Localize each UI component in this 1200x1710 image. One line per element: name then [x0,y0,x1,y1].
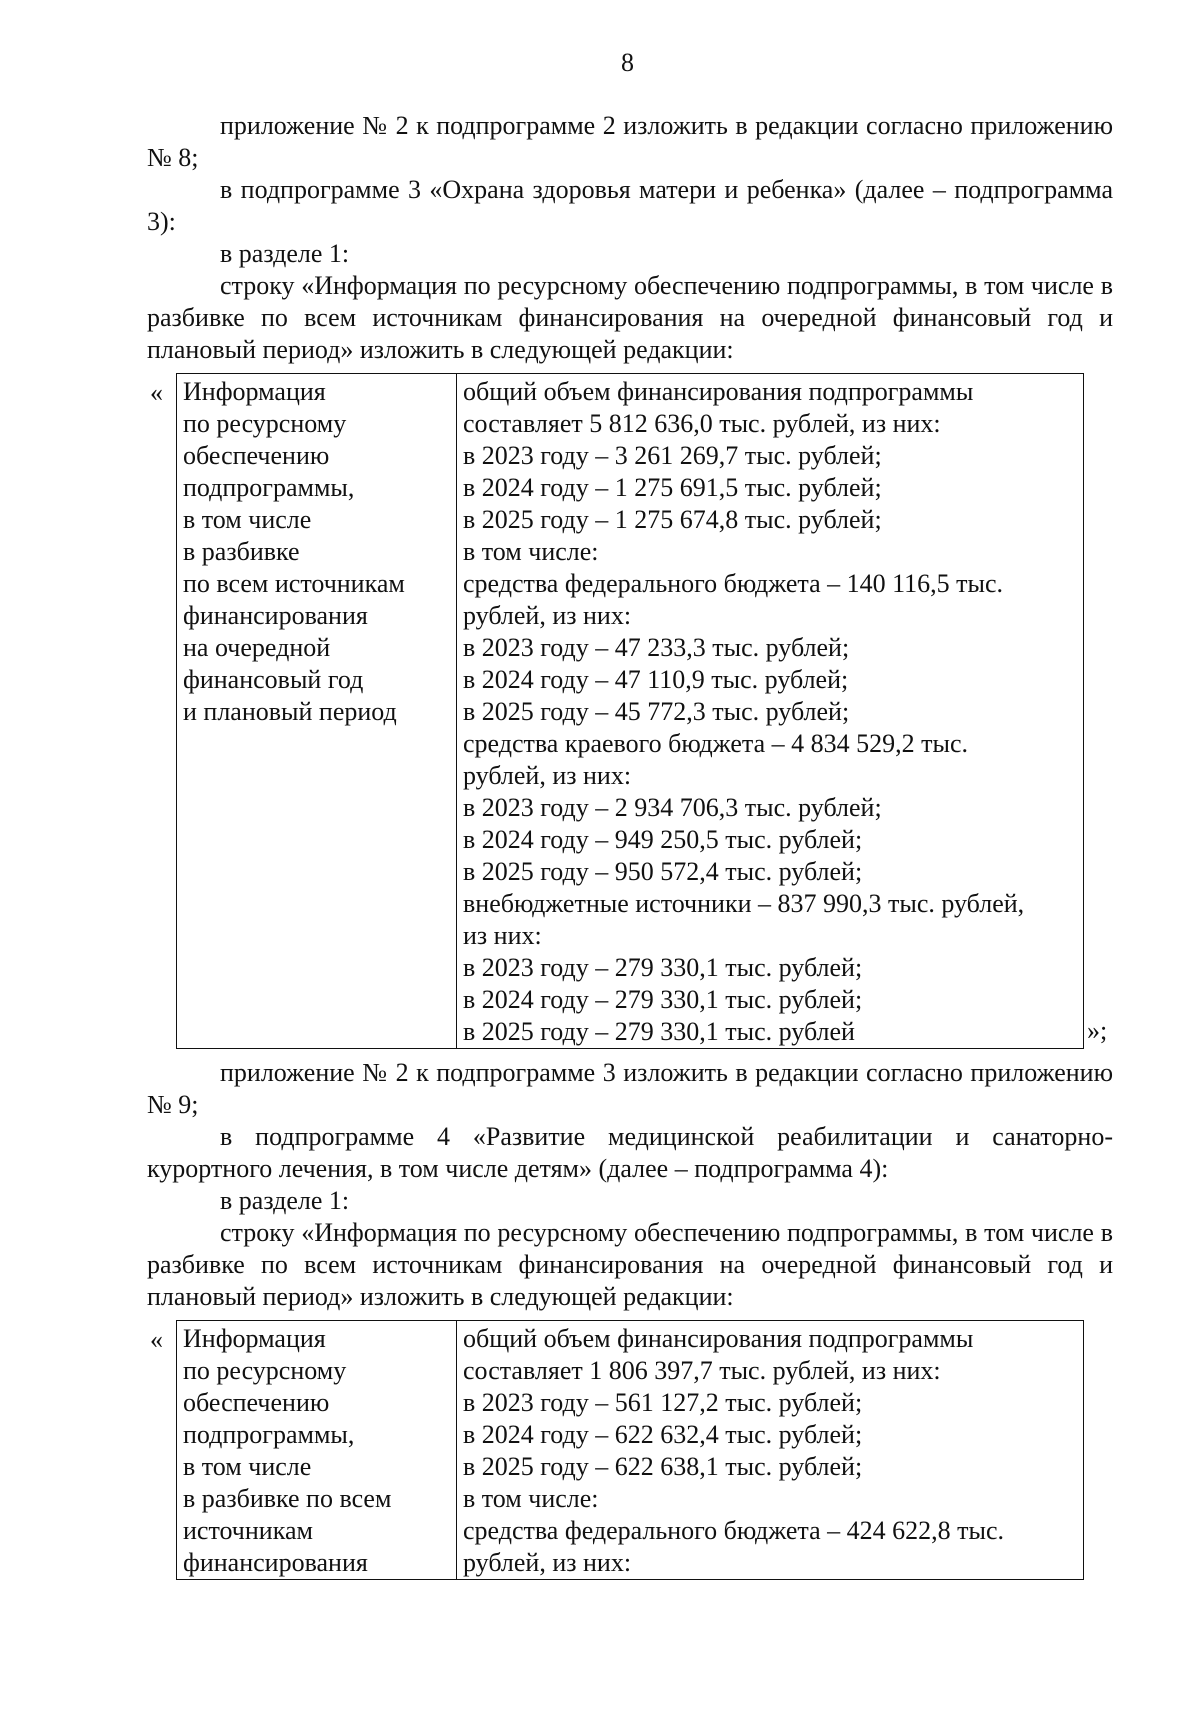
right-line: в 2025 году – 45 772,3 тыс. рублей; [463,697,850,726]
resource-table-subprogram-4 [176,1320,1084,1580]
right-line: средства федерального бюджета – 424 622,8 тыс. [463,1516,1004,1545]
left-line: по ресурсному [183,409,347,438]
paragraph-subprogram-3: в подпрограмме 3 «Охрана здоровья матери и ребенка» (далее – подпрограмма 3): [147,175,1113,236]
left-line: в разбивке по всем [183,1484,392,1513]
page-number: 8 [621,48,634,77]
table-row [177,374,1084,1049]
right-line: из них: [463,921,542,950]
left-line: обеспечению [183,1388,330,1417]
left-line: финансирования [183,601,368,630]
right-line: составляет 1 806 397,7 тыс. рублей, из них: [463,1356,941,1385]
right-line: рублей, из них: [463,1548,632,1577]
left-line: и плановый период [183,697,397,726]
paragraph-section-1: в разделе 1: [220,239,350,268]
text-block-2 [147,1057,1113,1313]
left-line: подпрограммы, [183,473,355,502]
paragraph-section-1: в разделе 1: [220,1186,350,1215]
left-line: Информация [183,1324,326,1353]
right-line: в 2024 году – 279 330,1 тыс. рублей; [463,985,863,1014]
right-line: рублей, из них: [463,761,632,790]
paragraph-appendix-2-subprogram-3: приложение № 2 к подпрограмме 3 изложить в редакции согласно приложению № 9; [147,1058,1113,1119]
right-line: составляет 5 812 636,0 тыс. рублей, из них: [463,409,941,438]
right-line: в 2024 году – 47 110,9 тыс. рублей; [463,665,849,694]
left-line: источникам [183,1516,313,1545]
left-line: по ресурсному [183,1356,347,1385]
resource-table-subprogram-3 [176,373,1084,1049]
right-line: в 2023 году – 561 127,2 тыс. рублей; [463,1388,863,1417]
left-line: финансирования [183,1548,368,1577]
right-line: в том числе: [463,537,599,566]
left-line: в разбивке [183,537,300,566]
right-line: в 2023 году – 3 261 269,7 тыс. рублей; [463,441,882,470]
left-line: подпрограммы, [183,1420,355,1449]
right-line: внебюджетные источники – 837 990,3 тыс. рублей, [463,889,1025,918]
paragraph-subprogram-4: в подпрограмме 4 «Развитие медицинской реабилитации и санаторно-курортного лечения, в том числе детям» (далее – подпрограмма 4): [147,1122,1113,1183]
right-line: в том числе: [463,1484,599,1513]
right-line: в 2024 году – 622 632,4 тыс. рублей; [463,1420,863,1449]
left-line: по всем источникам [183,569,405,598]
right-line: средства краевого бюджета – 4 834 529,2 тыс. [463,729,968,758]
right-line: общий объем финансирования подпрограммы [463,1324,974,1353]
table-left-cell [177,374,457,1049]
paragraph-row-replacement: строку «Информация по ресурсному обеспечению подпрограммы, в том числе в разбивке по всем источникам финансирования на очередной финансовый год и плановый период» изложить в следующей редакции: [147,1218,1113,1311]
right-line: в 2023 году – 279 330,1 тыс. рублей; [463,953,863,982]
table-right-cell [457,374,1084,1049]
right-line: в 2023 году – 47 233,3 тыс. рублей; [463,633,850,662]
table-row [177,1321,1084,1580]
right-line: в 2025 году – 1 275 674,8 тыс. рублей; [463,505,882,534]
right-line: в 2024 году – 949 250,5 тыс. рублей; [463,825,863,854]
right-line: в 2025 году – 622 638,1 тыс. рублей; [463,1452,863,1481]
right-line: в 2025 году – 950 572,4 тыс. рублей; [463,857,863,886]
right-line: в 2024 году – 1 275 691,5 тыс. рублей; [463,473,882,502]
right-line: общий объем финансирования подпрограммы [463,377,974,406]
left-line: в том числе [183,505,312,534]
table-left-cell [177,1321,457,1580]
paragraph-row-replacement: строку «Информация по ресурсному обеспечению подпрограммы, в том числе в разбивке по всем источникам финансирования на очередной финансовый год и плановый период» изложить в следующей редакции: [147,271,1113,364]
text-block-1 [147,110,1113,366]
left-line: на очередной [183,633,331,662]
table-2-open-quote: « [150,1325,163,1354]
right-line: рублей, из них: [463,601,632,630]
table-1-open-quote: « [150,378,163,407]
left-line: финансовый год [183,665,364,694]
paragraph-appendix-2-subprogram-2: приложение № 2 к подпрограмме 2 изложить в редакции согласно приложению № 8; [147,111,1113,172]
table-1-close-quote: »; [1087,1016,1108,1045]
right-line: средства федерального бюджета – 140 116,5 тыс. [463,569,1004,598]
right-line: в 2023 году – 2 934 706,3 тыс. рублей; [463,793,882,822]
left-line: в том числе [183,1452,312,1481]
left-line: Информация [183,377,326,406]
right-line: в 2025 году – 279 330,1 тыс. рублей [463,1017,855,1046]
left-line: обеспечению [183,441,330,470]
table-right-cell [457,1321,1084,1580]
